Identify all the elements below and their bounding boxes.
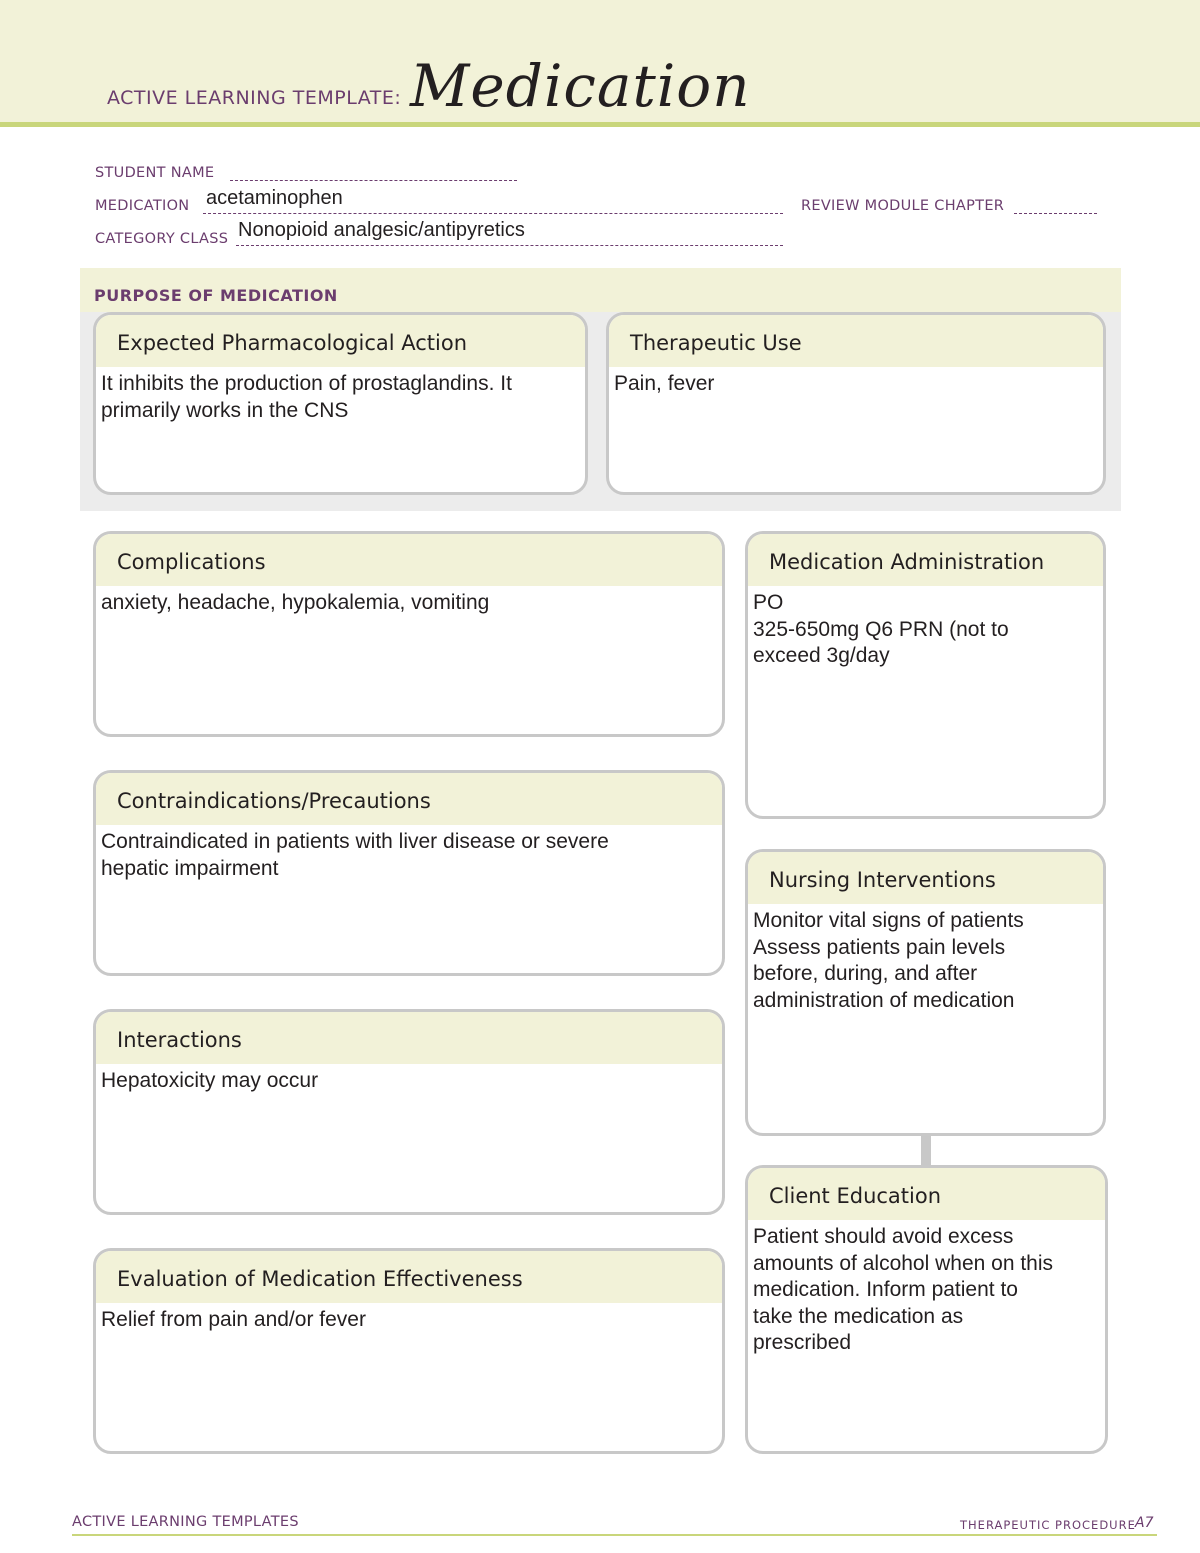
purpose-title: PURPOSE OF MEDICATION	[94, 286, 338, 305]
contraindications-title: Contraindications/Precautions	[96, 773, 722, 825]
nursing-interventions-text[interactable]: Monitor vital signs of patients Assess patients pain levels before, during, and after administration of medication	[753, 909, 1024, 1012]
nursing-interventions-box[interactable]	[745, 849, 1106, 1136]
contraindications-text[interactable]: Contraindicated in patients with liver disease or severe hepatic impairment	[101, 830, 609, 880]
administration-text[interactable]: PO 325-650mg Q6 PRN (not to exceed 3g/day	[753, 591, 1009, 667]
student-name-line	[230, 180, 517, 181]
client-education-title: Client Education	[748, 1168, 1105, 1220]
therapeutic-use-box[interactable]	[606, 312, 1106, 495]
review-module-label: REVIEW MODULE CHAPTER	[801, 198, 1005, 214]
interactions-box[interactable]	[93, 1009, 725, 1215]
medication-label: MEDICATION	[95, 198, 190, 214]
category-class-label: CATEGORY CLASS	[95, 231, 229, 247]
page-number: A7	[1135, 1515, 1154, 1531]
expected-action-box[interactable]	[93, 312, 588, 495]
complications-box[interactable]	[93, 531, 725, 737]
expected-action-title: Expected Pharmacological Action	[96, 315, 585, 367]
review-module-line	[1014, 213, 1097, 214]
footer-right-text: THERAPEUTIC PROCEDURE	[960, 1518, 1136, 1532]
template-label: ACTIVE LEARNING TEMPLATE:	[107, 87, 402, 109]
box-connector	[921, 1133, 931, 1167]
template-title: Medication	[410, 52, 751, 120]
client-education-text[interactable]: Patient should avoid excess amounts of alcohol when on this medication. Inform patient to take the medication as prescribed	[753, 1225, 1054, 1354]
footer-divider	[72, 1534, 1157, 1536]
category-class-line	[236, 245, 783, 246]
evaluation-title: Evaluation of Medication Effectiveness	[96, 1251, 722, 1303]
medication-field[interactable]: acetaminophen	[206, 187, 343, 209]
therapeutic-use-title: Therapeutic Use	[609, 315, 1103, 367]
evaluation-text[interactable]: Relief from pain and/or fever	[101, 1308, 366, 1331]
client-education-box[interactable]	[745, 1165, 1108, 1454]
complications-title: Complications	[96, 534, 722, 586]
administration-box[interactable]	[745, 531, 1106, 819]
footer-left-text: ACTIVE LEARNING TEMPLATES	[72, 1514, 299, 1530]
category-class-field[interactable]: Nonopioid analgesic/antipyretics	[238, 219, 525, 241]
medication-line	[203, 213, 783, 214]
student-name-label: STUDENT NAME	[95, 165, 215, 181]
interactions-title: Interactions	[96, 1012, 722, 1064]
header-divider	[0, 122, 1200, 127]
expected-action-text[interactable]: It inhibits the production of prostaglandins. It primarily works in the CNS	[101, 372, 512, 422]
therapeutic-use-text[interactable]: Pain, fever	[614, 372, 715, 395]
complications-text[interactable]: anxiety, headache, hypokalemia, vomiting	[101, 591, 490, 614]
contraindications-box[interactable]	[93, 770, 725, 976]
interactions-text[interactable]: Hepatoxicity may occur	[101, 1069, 319, 1092]
nursing-interventions-title: Nursing Interventions	[748, 852, 1103, 904]
administration-title: Medication Administration	[748, 534, 1103, 586]
evaluation-box[interactable]	[93, 1248, 725, 1454]
